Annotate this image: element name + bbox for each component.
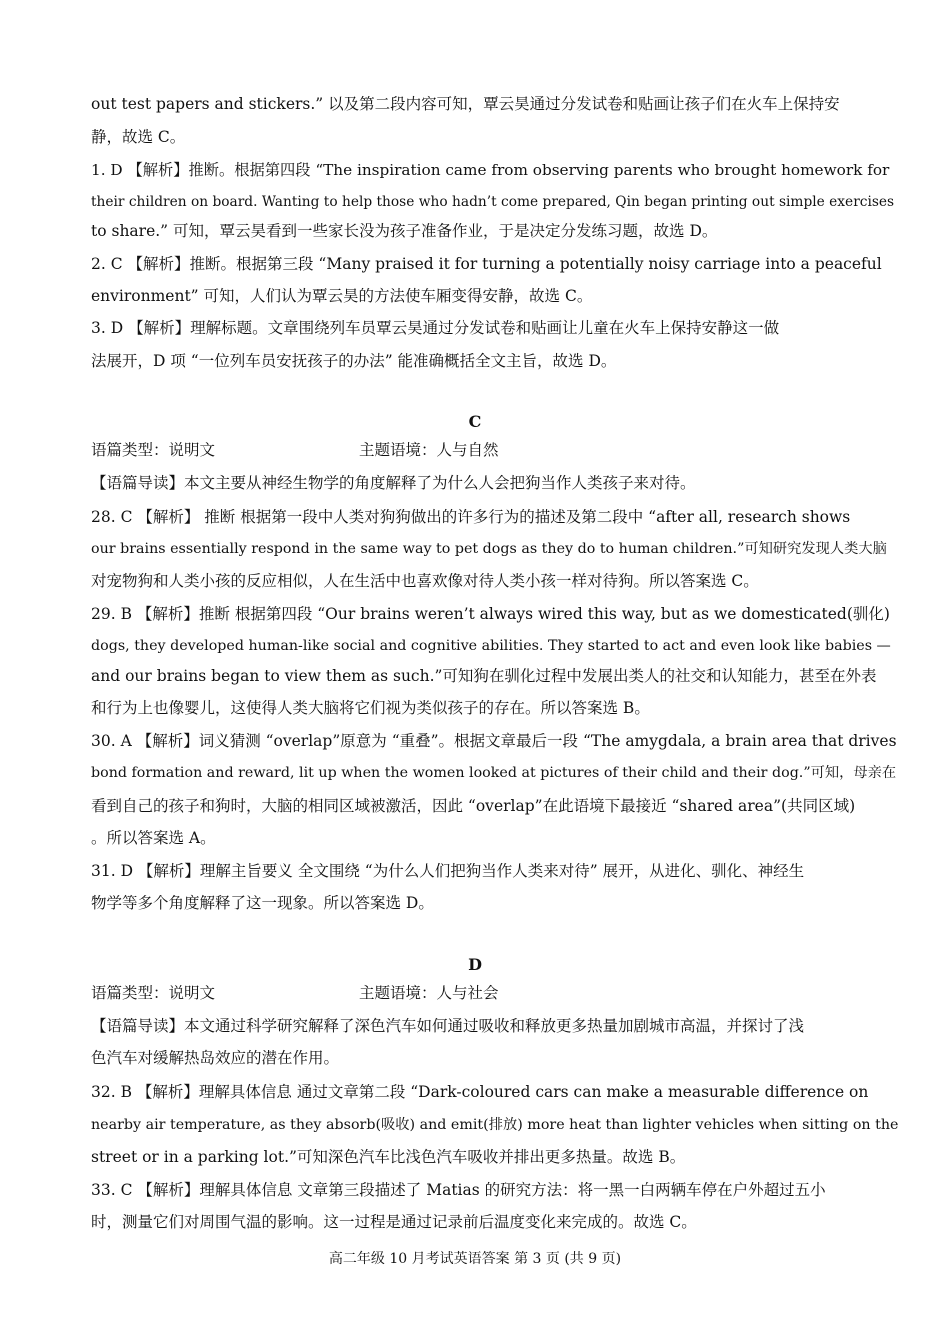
theme-label: 主题语境：人与自然 xyxy=(359,441,499,459)
paragraph-line: 对宠物狗和人类小孩的反应相似，人在生活中也喜欢像对待人类小孩一样对待狗。所以答案选 C。 xyxy=(91,572,759,590)
answer-1-line: 1. D 【解析】推断。根据第四段 “The inspiration came from observing parents who brought homework for xyxy=(91,161,890,179)
paragraph-line: 时，测量它们对周围气温的影响。这一过程是通过记录前后温度变化来完成的。故选 C。 xyxy=(91,1213,697,1231)
paragraph-line: and our brains began to view them as such.”可知狗在驯化过程中发展出类人的社交和认知能力，甚至在外表 xyxy=(91,667,877,685)
answer-3-line: 法展开，D 项 “一位列车员安抚孩子的办法” 能准确概括全文主旨，故选 D。 xyxy=(91,352,617,370)
answer-3-line: 3. D 【解析】理解标题。文章围绕列车员覃云昊通过分发试卷和贴画让儿童在火车上保持安静这一做 xyxy=(91,319,780,337)
page-footer: 高二年级 10 月考试英语答案 第 3 页 (共 9 页) xyxy=(328,1251,622,1267)
paragraph-line: 【语篇导读】本文主要从神经生物学的角度解释了为什么人会把狗当作人类孩子来对待。 xyxy=(91,474,696,492)
paragraph-line: out test papers and stickers.” 以及第二段内容可知，覃云昊通过分发试卷和贴画让孩子们在火车上保持安 xyxy=(91,95,840,113)
answer-1-line: to share.” 可知，覃云昊看到一些家长没为孩子准备作业，于是决定分发练习题，故选 D。 xyxy=(91,222,718,240)
paragraph-line: 33. C 【解析】理解具体信息 文章第三段描述了 Matias 的研究方法：将一黑一白两辆车停在户外超过五小 xyxy=(91,1181,826,1199)
paragraph-line: bond formation and reward, lit up when the women looked at pictures of their child and their dog.”可知，母亲在 xyxy=(91,765,897,781)
paragraph-line: 28. C 【解析】 推断 根据第一段中人类对狗狗做出的许多行为的描述及第二段中 “after all, research shows xyxy=(91,508,851,526)
paragraph-line: 30. A 【解析】词义猜测 “overlap”原意为 “重叠”。根据文章最后一段 “The amygdala, a brain area that drives xyxy=(91,732,897,750)
paragraph-line: street or in a parking lot.”可知深色汽车比浅色汽车吸收并排出更多热量。故选 B。 xyxy=(91,1148,686,1166)
paragraph-line: nearby air temperature, as they absorb(吸收) and emit(排放) more heat than lighter vehicles when sitting on the xyxy=(91,1117,899,1133)
section-d-meta xyxy=(91,983,499,1003)
paragraph-line: 29. B 【解析】推断 根据第四段 “Our brains weren’t always wired this way, but as we domesticated(驯化) xyxy=(91,605,890,623)
paragraph-line: 静，故选 C。 xyxy=(91,128,186,146)
section-c-meta xyxy=(91,440,499,460)
answer-2-line: environment” 可知，人们认为覃云昊的方法使车厢变得安静，故选 C。 xyxy=(91,287,593,305)
theme-label: 主题语境：人与社会 xyxy=(359,984,499,1002)
genre-label: 语篇类型：说明文 xyxy=(91,984,216,1002)
paragraph-line: 【语篇导读】本文通过科学研究解释了深色汽车如何通过吸收和释放更多热量加剧城市高温，并探讨了浅 xyxy=(91,1017,805,1035)
answer-1-line: their children on board. Wanting to help those who hadn’t come prepared, Qin began printing out simple exercises xyxy=(91,194,895,210)
section-d-heading: D xyxy=(468,955,482,974)
section-c-heading: C xyxy=(468,412,482,431)
paragraph-line: dogs, they developed human-like social and cognitive abilities. They started to act and even look like babies — xyxy=(91,638,891,654)
paragraph-line: 和行为上也像婴儿，这使得人类大脑将它们视为类似孩子的存在。所以答案选 B。 xyxy=(91,699,650,717)
answer-2-line: 2. C 【解析】推断。根据第三段 “Many praised it for turning a potentially noisy carriage into a peaceful xyxy=(91,255,882,273)
paragraph-line: 物学等多个角度解释了这一现象。所以答案选 D。 xyxy=(91,894,434,912)
paragraph-line: 31. D 【解析】理解主旨要义 全文围绕 “为什么人们把狗当作人类来对待” 展开，从进化、驯化、神经生 xyxy=(91,862,805,880)
paragraph-line: 色汽车对缓解热岛效应的潜在作用。 xyxy=(91,1049,340,1067)
genre-label: 语篇类型：说明文 xyxy=(91,441,216,459)
paragraph-line: our brains essentially respond in the same way to pet dogs as they do to human children.”可知研究发现人类大脑 xyxy=(91,541,887,557)
paragraph-line: 看到自己的孩子和狗时，大脑的相同区域被激活，因此 “overlap”在此语境下最接近 “shared area”(共同区域) xyxy=(91,797,856,815)
paragraph-line: 32. B 【解析】理解具体信息 通过文章第二段 “Dark-coloured cars can make a measurable difference on xyxy=(91,1083,869,1101)
paragraph-line: 。所以答案选 A。 xyxy=(91,829,216,847)
